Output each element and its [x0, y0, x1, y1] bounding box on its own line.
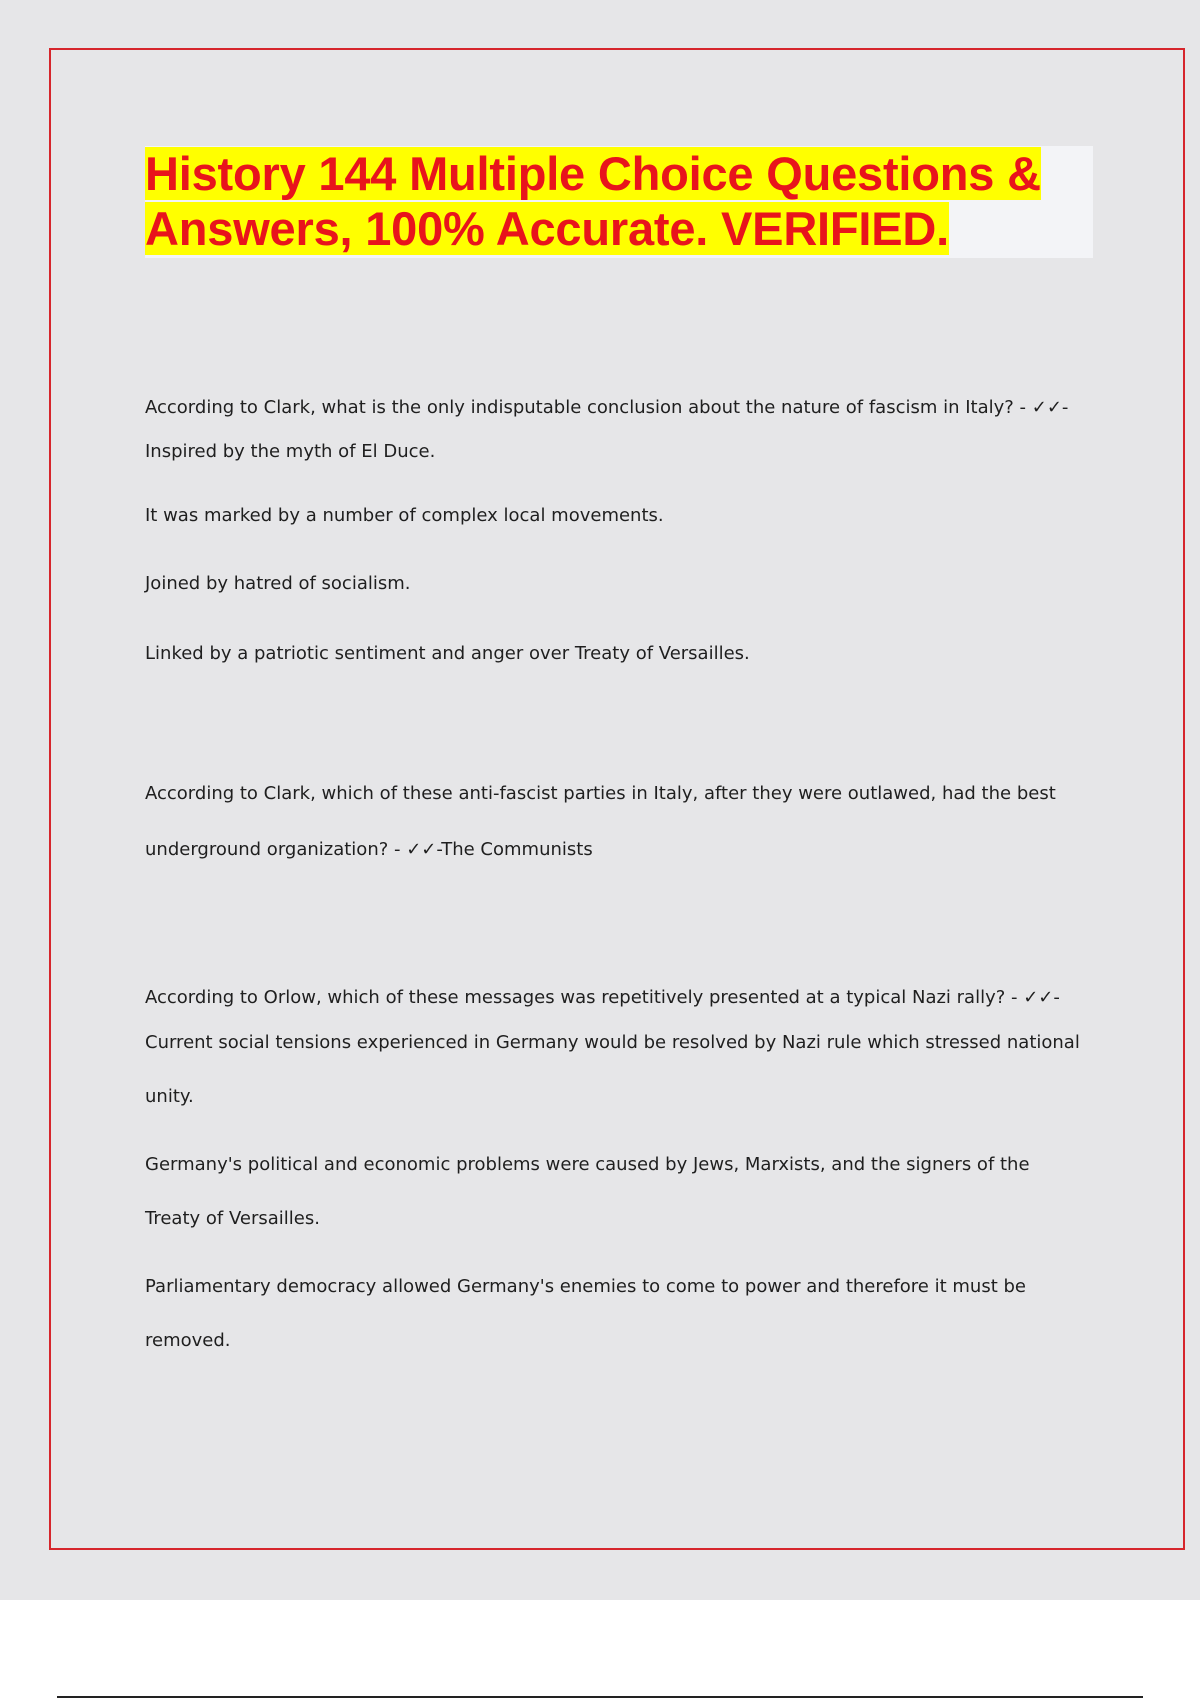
document-title-text: History 144 Multiple Choice Questions & Answers, 100% Accurate. VERIFIED.: [145, 147, 1041, 255]
footer-divider: [57, 1696, 1143, 1698]
answer-option: Joined by hatred of socialism.: [145, 573, 411, 594]
spacer: [145, 862, 1090, 986]
question-block-3: [145, 986, 1090, 1368]
question-text-continued: underground organization? - ✓✓-The Communists: [145, 839, 593, 860]
answer-option: Linked by a patriotic sentiment and anger over Treaty of Versailles.: [145, 643, 750, 664]
question-text: According to Orlow, which of these messages was repetitively presented at a typical Nazi rally? - ✓✓-: [145, 987, 1060, 1008]
document-title: [145, 146, 1085, 256]
question-block-1: [145, 380, 1090, 666]
question-text: According to Clark, which of these anti-fascist parties in Italy, after they were outlawed, had the best: [145, 783, 1056, 804]
answer-option: Current social tensions experienced in Germany would be resolved by Nazi rule which stressed national unity.: [145, 1032, 1080, 1107]
question-text: According to Clark, what is the only indisputable conclusion about the nature of fascism in Italy? - ✓✓-: [145, 397, 1069, 418]
answer-option: Parliamentary democracy allowed Germany's enemies to come to power and therefore it must be removed.: [145, 1276, 1026, 1351]
spacer: [145, 666, 1090, 782]
question-block-2: [145, 782, 1090, 862]
document-body: [145, 380, 1090, 1368]
answer-option: Germany's political and economic problems were caused by Jews, Marxists, and the signers of the Treaty of Versailles.: [145, 1154, 1030, 1229]
answer-option: Inspired by the myth of El Duce.: [145, 441, 436, 462]
answer-option: It was marked by a number of complex local movements.: [145, 505, 664, 526]
